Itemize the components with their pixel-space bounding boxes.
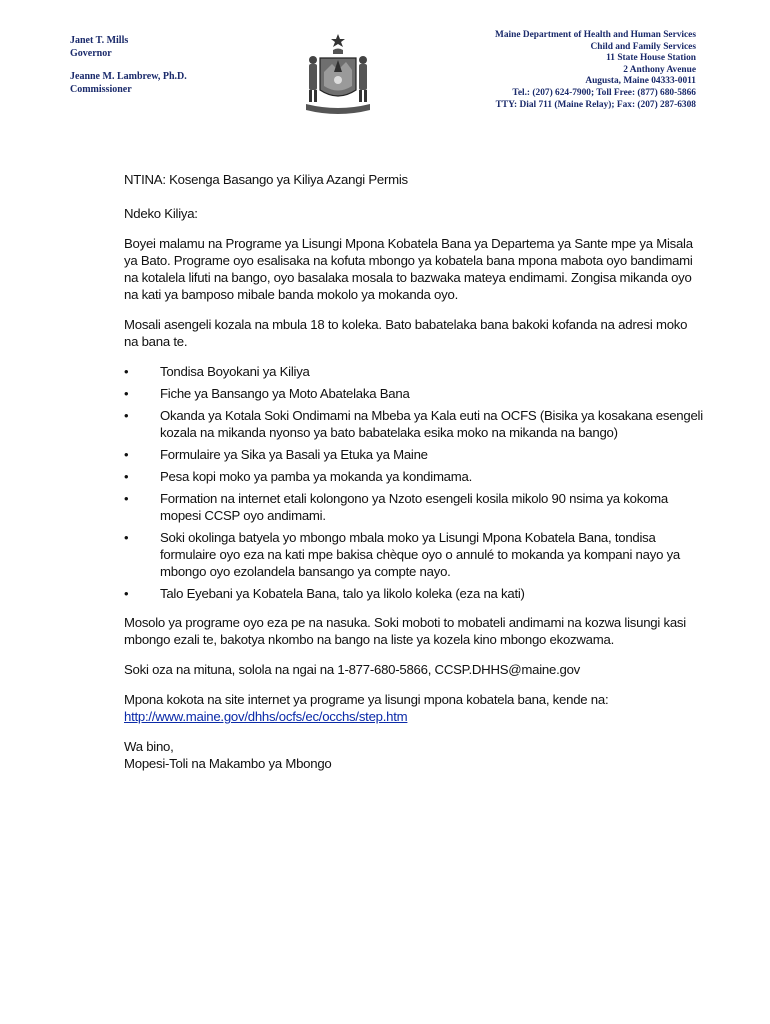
required-documents-list xyxy=(124,363,704,602)
address-line-1: 11 State House Station xyxy=(606,53,696,64)
contact-paragraph: Soki oza na mituna, solola na ngai na 1-877-680-5866, CCSP.DHHS@maine.gov xyxy=(124,662,580,677)
list-item: • Formulaire ya Sika ya Basali ya Etuka ya Maine xyxy=(124,447,428,462)
bullet-icon: • xyxy=(124,447,129,462)
governor-name: Janet T. Mills xyxy=(70,35,129,46)
bullet-icon: • xyxy=(124,408,129,423)
bullet-icon: • xyxy=(124,364,129,379)
phone-line: Tel.: (207) 624-7900; Toll Free: (877) 680-5866 xyxy=(512,87,696,98)
governor-title: Governor xyxy=(70,47,112,59)
closing: Wa bino, xyxy=(124,739,174,754)
website-intro: Mpona kokota na site internet ya programe ya lisungi mpona kobatela bana, kende na: xyxy=(124,692,609,707)
list-item: • Formation na internet etali kolongono ya Nzoto esengeli kosila mikolo 90 nsima ya kokoma mopesi CCSP oyo andimami. xyxy=(124,491,668,523)
funding-paragraph: Mosolo ya programe oyo eza pe na nasuka. Soki moboti to mobateli andimami na kozwa lisungi kasi mbongo ezali te, bakotya nkombo na bango na liste ya kozela kino mbongo ekozwama. xyxy=(124,615,686,647)
signature: Mopesi-Toli na Makambo ya Mbongo xyxy=(124,756,332,771)
department-name: Maine Department of Health and Human Services xyxy=(494,30,696,40)
intro-paragraph: Boyei malamu na Programe ya Lisungi Mpona Kobatela Bana ya Departema ya Sante mpe ya Misala ya Bato. Programe oyo esalisaka na kofuta mbongo ya kobatela bana mpona mabota oyo bandimami na kotalela lifuti na bango, oyo basalaka mosala to bazwaka mateya endimami. Zongisa mikanda oyo na kati ya bamposo mibale banda mokolo ya mokanda oyo. xyxy=(124,236,693,302)
list-item: • Soki okolinga batyela yo mbongo mbala moko ya Lisungi Mpona Kobatela Bana, tondisa formulaire oyo eza na kati mpe bakisa chèque oyo o annulé to mokanda ya kompani nayo ya mbongo oyo ezolandela bansango ya compte nayo. xyxy=(124,530,680,579)
commissioner-title: Commissioner xyxy=(70,83,132,95)
list-item: • Tondisa Boyokani ya Kiliya xyxy=(124,364,310,379)
list-item: • Fiche ya Bansango ya Moto Abatelaka Bana xyxy=(124,386,410,401)
letterhead-address xyxy=(366,30,696,111)
list-item: • Talo Eyebani ya Kobatela Bana, talo ya likolo koleka (eza na kati) xyxy=(124,586,525,601)
program-website-link[interactable]: http://www.maine.gov/dhhs/ocfs/ec/occhs/step.htm xyxy=(124,709,408,724)
bullet-icon: • xyxy=(124,386,129,401)
bullet-icon: • xyxy=(124,530,129,545)
list-item: • Pesa kopi moko ya pamba ya mokanda ya kondimama. xyxy=(124,469,472,484)
tty-fax-line: TTY: Dial 711 (Maine Relay); Fax: (207) 287-6308 xyxy=(495,99,696,110)
letter-body xyxy=(124,171,704,785)
maine-state-seal-icon xyxy=(302,32,374,118)
commissioner-name: Jeanne M. Lambrew, Ph.D. xyxy=(70,71,187,82)
division-name: Child and Family Services xyxy=(590,41,696,52)
list-item: • Okanda ya Kotala Soki Ondimami na Mbeba ya Kala euti na OCFS (Bisika ya kosakana esengeli kozala na mikanda nyonso ya bato babatelaka esika moko na mikanda na bango) xyxy=(124,408,703,440)
bullet-icon: • xyxy=(124,586,129,601)
website-paragraph xyxy=(124,691,704,725)
letterhead-officials xyxy=(70,35,187,96)
requirement-paragraph: Mosali asengeli kozala na mbula 18 to koleka. Bato babatelaka bana bakoki kofanda na adresi moko na bana te. xyxy=(124,317,688,349)
bullet-icon: • xyxy=(124,469,129,484)
address-line-2: 2 Anthony Avenue xyxy=(623,64,696,75)
salutation: Ndeko Kiliya: xyxy=(124,206,198,221)
address-city: Augusta, Maine 04333-0011 xyxy=(585,76,696,87)
closing-block xyxy=(124,738,704,772)
letter-subject: NTINA: Kosenga Basango ya Kiliya Azangi Permis xyxy=(124,172,408,187)
bullet-icon: • xyxy=(124,491,129,506)
